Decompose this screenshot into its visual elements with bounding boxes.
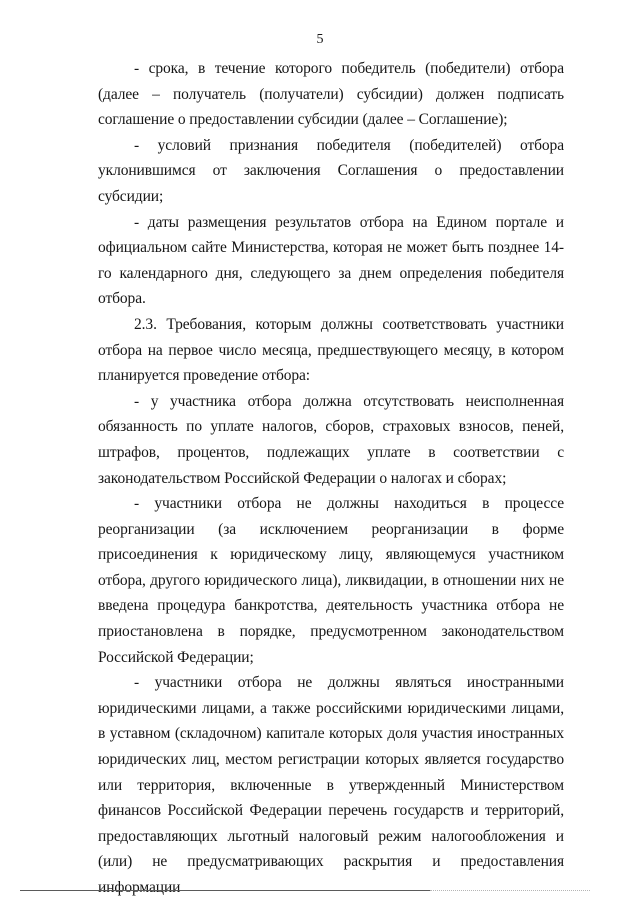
paragraph-foreign-entities: - участники отбора не должны являться иностранными юридическими лицами, а также российскими юридическими лицами, в уставном (складочном) капитале которых доля участия иностранных юридических лиц, местом регистрации которых является государство или территория, включенные в утвержденный Министерством финансов Российской Федерации перечень государств и территорий, предоставляющих льготный налоговый режим налогообложения и (или) не предусматривающих раскрытия и предоставления информации	[98, 674, 564, 896]
paragraph-deadline-signing: - срока, в течение которого победитель (победители) отбора (далее – получатель (получатели) субсидии) должен подписать соглашение о предоставлении субсидии (далее – Соглашение);	[98, 60, 564, 129]
paragraph-reorganization: - участники отбора не должны находиться в процессе реорганизации (за исключением реорганизации в форме присоединения к юридическому лицу, являющемуся участником отбора, другого юридического лица), ликвидации, в отношении них не введена процедура банкротства, деятельность участника отбора не приостановлена в порядке, предусмотренном законодательством Российской Федерации;	[98, 495, 564, 666]
footer-rule	[20, 890, 430, 891]
footer-rule-tail	[430, 890, 590, 891]
paragraph-results-publication: - даты размещения результатов отбора на Едином портале и официальном сайте Министерства, которая не может быть позднее 14-го календарного дня, следующего за днем определения победителя отбора.	[98, 213, 564, 308]
paragraph-evasion-conditions: - условий признания победителя (победителей) отбора уклонившимся от заключения Соглашения о предоставлении субсидии;	[98, 136, 564, 205]
document-body	[98, 56, 564, 901]
paragraph-tax-obligations: - у участника отбора должна отсутствовать неисполненная обязанность по уплате налогов, сборов, страховых взносов, пеней, штрафов, процентов, подлежащих уплате в соответствии с законодательством Российской Федерации о налогах и сборах;	[98, 392, 564, 487]
page-number: 5	[316, 32, 324, 47]
paragraph-section-2-3: 2.3. Требования, которым должны соответствовать участники отбора на первое число месяца, предшествующего месяцу, в котором планируется проведение отбора:	[98, 315, 564, 385]
